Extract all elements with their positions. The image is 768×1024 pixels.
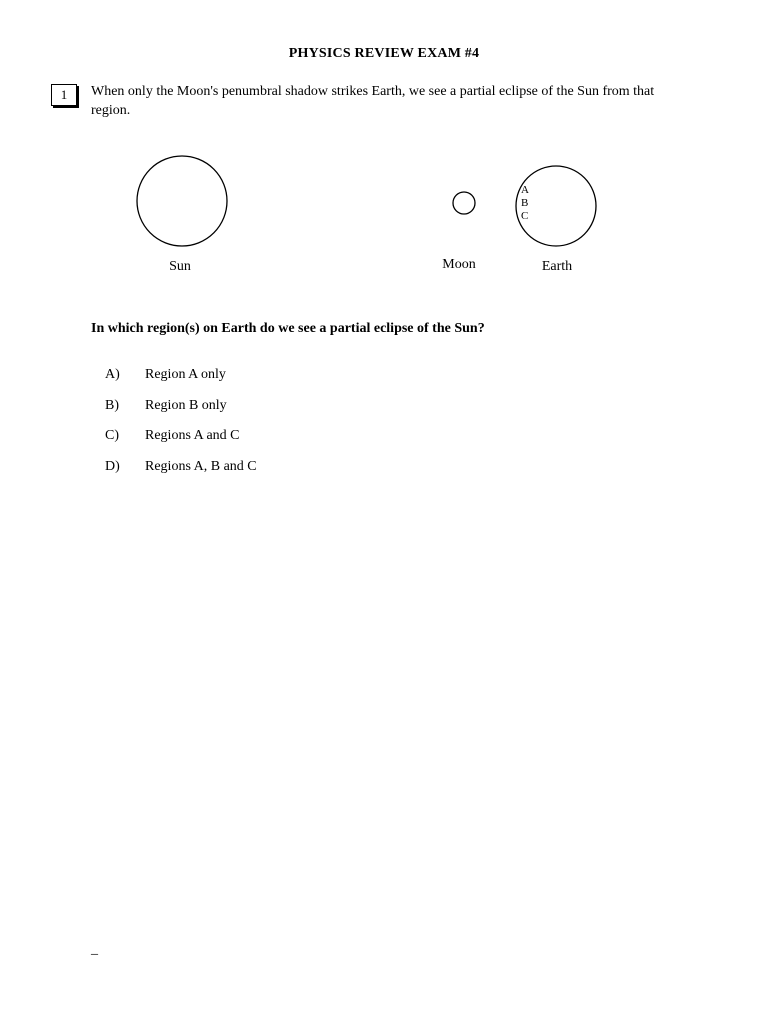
choice-a[interactable] [105,366,505,397]
choice-letter: B) [105,397,119,413]
earth-label: Earth [541,259,573,274]
answer-choices [105,366,505,488]
choice-d[interactable] [105,458,505,489]
choice-c[interactable] [105,427,505,458]
region-b-label: B [521,197,529,209]
region-a-label: A [521,184,529,196]
choice-letter: A) [105,367,120,382]
question-ask: In which region(s) on Earth do we see a partial eclipse of the Sun? [91,321,485,336]
moon-label: Moon [442,257,476,272]
exam-title: PHYSICS REVIEW EXAM #4 [288,46,480,61]
choice-text: Region A only [145,367,226,382]
question-number: 1 [51,84,77,106]
moon-circle [453,192,475,214]
footer-mark: _ [91,942,98,957]
choice-text: Region B only [145,397,227,413]
eclipse-diagram [0,140,768,290]
sun-label: Sun [169,259,191,274]
region-c-label: C [521,210,529,222]
choice-letter: D) [105,458,120,474]
choice-b[interactable] [105,397,505,428]
choice-text: Regions A, B and C [145,458,257,474]
choice-text: Regions A and C [145,428,240,443]
choice-letter: C) [105,428,119,443]
question-prompt: When only the Moon's penumbral shadow strikes Earth, we see a partial eclipse of the Sun from that region. [91,84,655,118]
sun-circle [137,156,227,246]
